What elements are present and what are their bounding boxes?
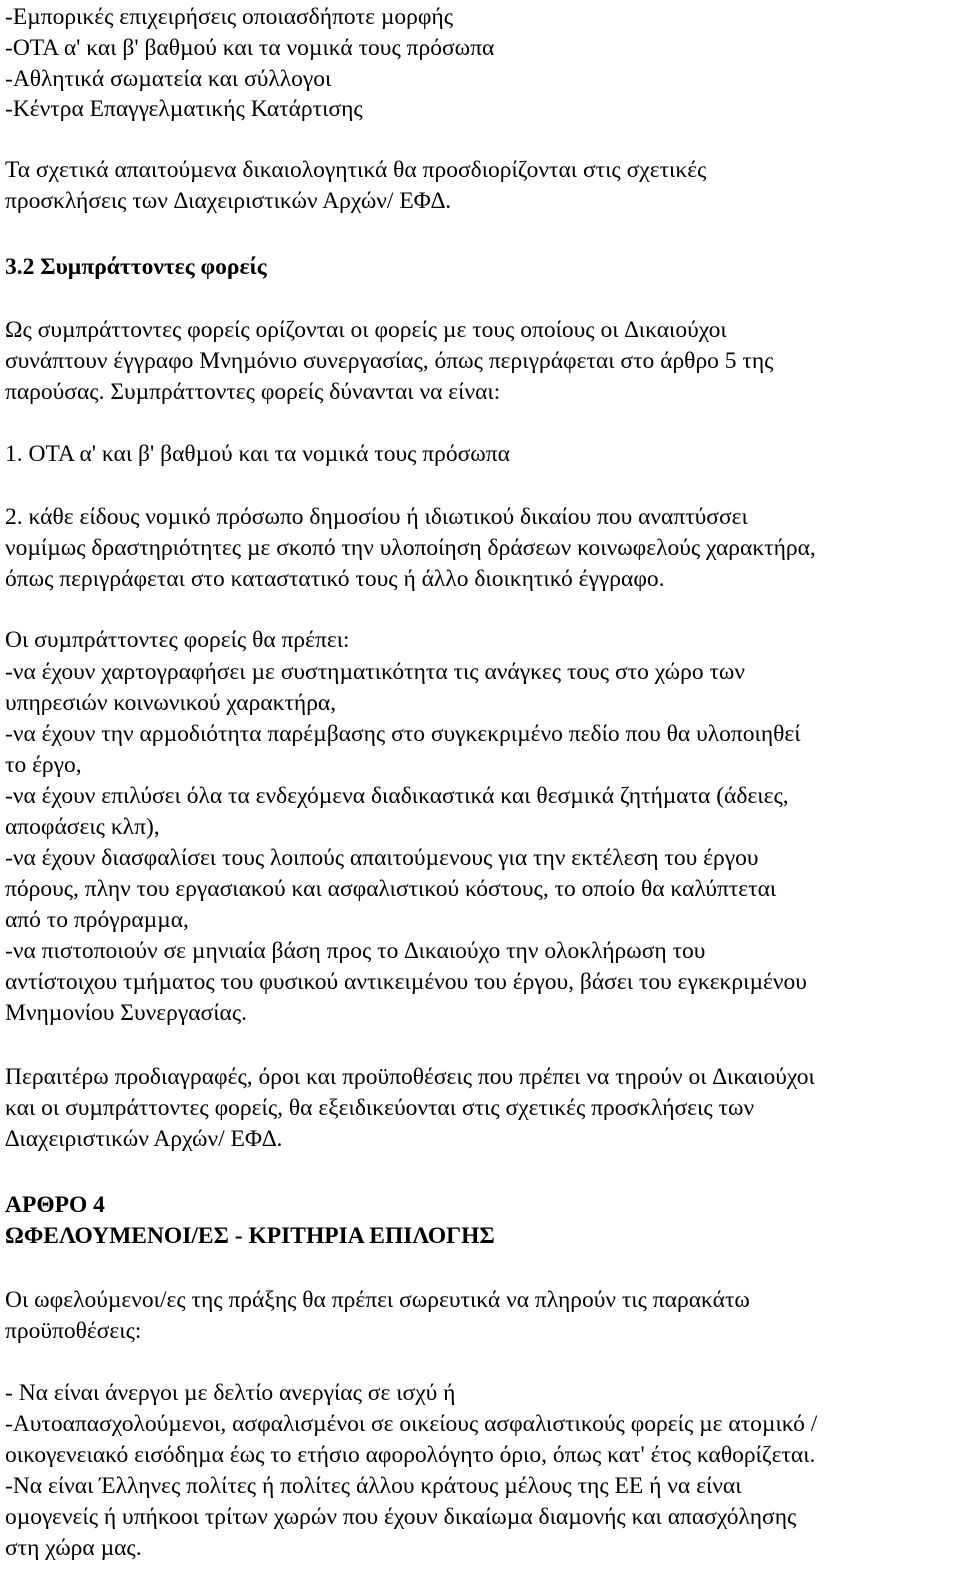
condition-line: -Αυτοαπασχολούµενοι, ασφαλισµένοι σε οικείους ασφαλιστικούς φορείς µε ατοµικό / — [5, 1411, 818, 1437]
requirement-line: -να έχουν την αρµοδιότητα παρέµβασης στο συγκεκριµένο πεδίο που θα υλοποιηθεί — [5, 721, 801, 747]
requirement-line: αντίστοιχου τµήµατος του φυσικού αντικειµένου του έργου, βάσει του εγκεκριµένου — [5, 969, 807, 995]
requirement-line: υπηρεσιών κοινωνικού χαρακτήρα, — [5, 690, 337, 716]
requirement-line: -να έχουν διασφαλίσει τους λοιπούς απαιτούµενους για την εκτέλεση του έργου — [5, 845, 759, 871]
list-item: -ΟΤΑ α' και β' βαθµού και τα νοµικά τους πρόσωπα — [5, 35, 495, 61]
requirement-line: -να έχουν χαρτογραφήσει µε συστηµατικότητα τις ανάγκες τους στο χώρο των — [5, 659, 745, 685]
list-item: -Εµπορικές επιχειρήσεις οποιασδήποτε µορφής — [5, 4, 454, 30]
paragraph-line: προϋποθέσεις: — [5, 1318, 142, 1344]
condition-line: - Να είναι άνεργοι µε δελτίο ανεργίας σε ισχύ ή — [5, 1380, 456, 1406]
article-subtitle: ΩΦΕΛΟΥΜΕΝΟΙ/ΕΣ - ΚΡΙΤΗΡΙΑ ΕΠΙΛΟΓΗΣ — [5, 1223, 495, 1249]
list-item: -Αθλητικά σωµατεία και σύλλογοι — [5, 66, 332, 92]
requirement-line: πόρους, πλην του εργασιακού και ασφαλιστικού κόστους, το οποίο θα καλύπτεται — [5, 876, 777, 902]
section-heading: 3.2 Συµπράττοντες φορείς — [5, 254, 267, 280]
list-item: -Κέντρα Επαγγελµατικής Κατάρτισης — [5, 96, 363, 122]
requirement-line: -να έχουν επιλύσει όλα τα ενδεχόµενα διαδικαστικά και θεσµικά ζητήµατα (άδειες, — [5, 783, 789, 809]
numbered-item-line: νοµίµως δραστηριότητες µε σκοπό την υλοποίηση δράσεων κοινωφελούς χαρακτήρα, — [5, 535, 816, 561]
condition-line: -Να είναι Έλληνες πολίτες ή πολίτες άλλου κράτους µέλους της ΕΕ ή να είναι — [5, 1473, 742, 1499]
paragraph-line: Οι ωφελούµενοι/ες της πράξης θα πρέπει σωρευτικά να πληρούν τις παρακάτω — [5, 1287, 750, 1313]
requirements-heading: Οι συµπράττοντες φορείς θα πρέπει: — [5, 627, 350, 653]
paragraph-line: Τα σχετικά απαιτούµενα δικαιολογητικά θα προσδιορίζονται στις σχετικές — [5, 157, 707, 183]
paragraph-line: Περαιτέρω προδιαγραφές, όροι και προϋποθέσεις που πρέπει να τηρούν οι ∆ικαιούχοι — [5, 1064, 815, 1090]
numbered-item: 1. ΟΤΑ α' και β' βαθµού και τα νοµικά τους πρόσωπα — [5, 441, 510, 467]
paragraph-line: Ως συµπράττοντες φορείς ορίζονται οι φορείς µε τους οποίους οι ∆ικαιούχοι — [5, 317, 727, 343]
paragraph-line: και οι συµπράττοντες φορείς, θα εξειδικεύονται στις σχετικές προσκλήσεις των — [5, 1095, 755, 1121]
condition-line: στη χώρα µας. — [5, 1535, 142, 1561]
requirement-line: το έργο, — [5, 752, 82, 778]
numbered-item: 2. κάθε είδους νοµικό πρόσωπο δηµοσίου ή ιδιωτικού δικαίου που αναπτύσσει — [5, 504, 748, 530]
numbered-item-line: όπως περιγράφεται στο καταστατικό τους ή άλλο διοικητικό έγγραφο. — [5, 566, 665, 592]
requirement-line: Μνηµονίου Συνεργασίας. — [5, 1000, 248, 1026]
paragraph-line: ∆ιαχειριστικών Αρχών/ ΕΦ∆. — [5, 1126, 283, 1152]
condition-line: οικογενειακό εισόδηµα έως το ετήσιο αφορολόγητο όριο, όπως κατ' έτος καθορίζεται. — [5, 1442, 816, 1468]
requirement-line: από το πρόγραµµα, — [5, 907, 189, 933]
article-title: ΑΡΘΡΟ 4 — [5, 1192, 105, 1218]
paragraph-line: παρούσας. Συµπράττοντες φορείς δύνανται να είναι: — [5, 379, 501, 405]
requirement-line: -να πιστοποιούν σε µηνιαία βάση προς το ∆ικαιούχο την ολοκλήρωση του — [5, 938, 706, 964]
requirement-line: αποφάσεις κλπ), — [5, 814, 160, 840]
condition-line: οµογενείς ή υπήκοοι τρίτων χωρών που έχουν δικαίωµα διαµονής και απασχόλησης — [5, 1504, 797, 1530]
paragraph-line: προσκλήσεις των ∆ιαχειριστικών Αρχών/ ΕΦ∆. — [5, 188, 452, 214]
paragraph-line: συνάπτουν έγγραφο Μνηµόνιο συνεργασίας, όπως περιγράφεται στο άρθρο 5 της — [5, 348, 774, 374]
